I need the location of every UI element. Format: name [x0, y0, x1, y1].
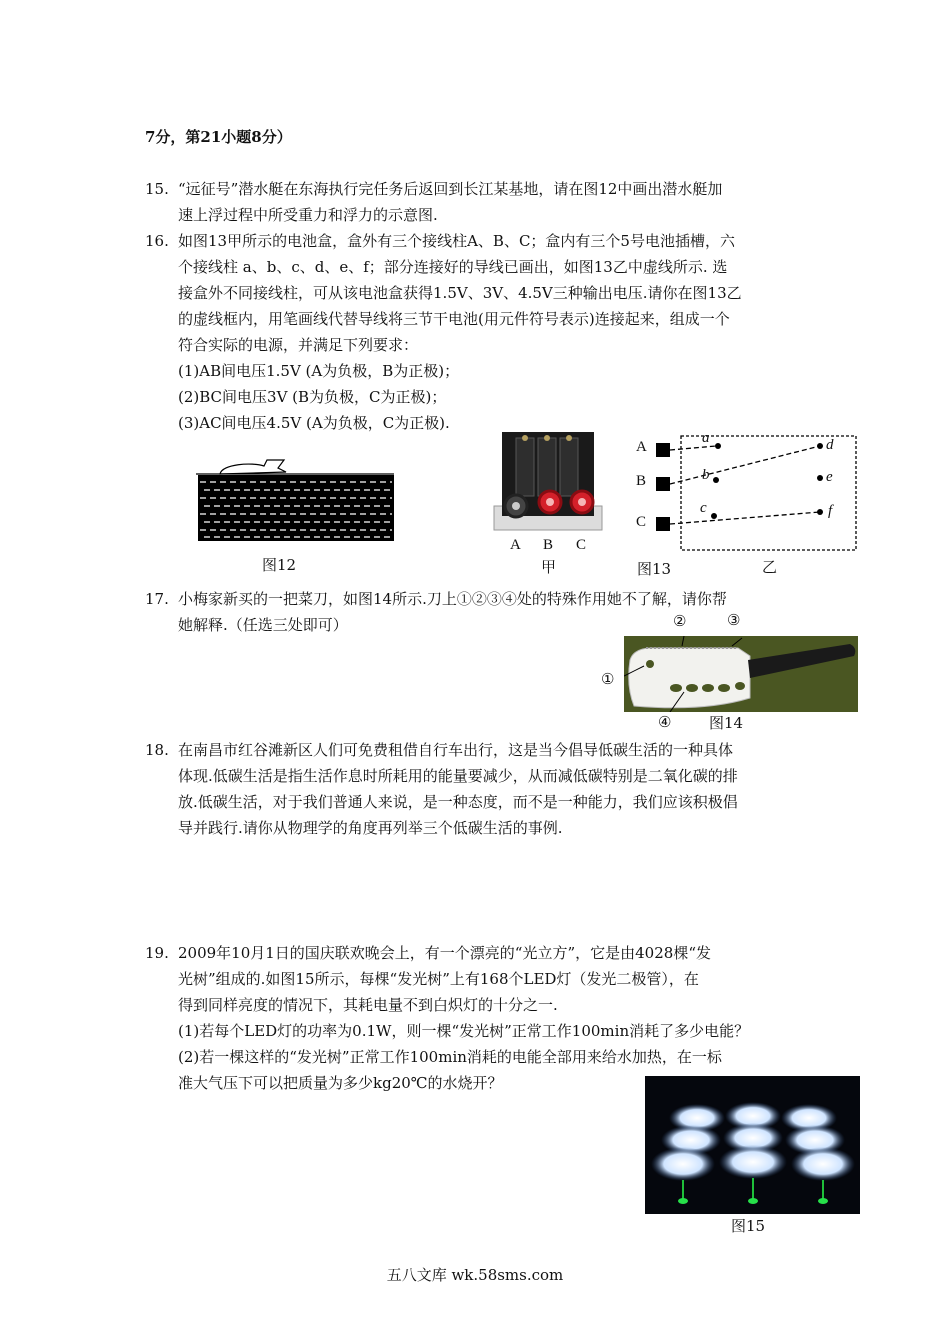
cleaver-mark-3: ③	[727, 611, 741, 629]
figure-14-caption: 图14	[709, 714, 744, 732]
pin-e-dot	[817, 475, 823, 481]
q15-line-1: “远征号”潜水艇在东海执行完任务后返回到长江某基地，请在图12中画出潜水艇加	[178, 180, 723, 198]
q17-line-2: 她解释.（任选三处即可）	[178, 616, 348, 634]
pin-label-d: d	[826, 437, 834, 453]
q19-line-2: 光树”组成的.如图15所示，每棵“发光树”上有168个LED灯（发光二极管），在	[178, 970, 699, 988]
figure-13a-sublabel: 甲	[541, 558, 557, 576]
q16-req-1: (1)AB间电压1.5V (A为负极，B为正极)；	[178, 362, 460, 380]
q19-line-5: (2)若一棵这样的“发光树”正常工作100min消耗的电能全部用来给水加热，在一标	[178, 1048, 722, 1066]
figure-12-water	[192, 452, 398, 544]
pin-label-a: a	[702, 430, 710, 446]
led-trees-illustration	[645, 1076, 860, 1214]
box-label-a: A	[510, 537, 521, 553]
figure-14-cleaver-photo	[624, 636, 858, 712]
q16-line-1: 如图13甲所示的电池盒，盒外有三个接线柱A、B、C；盒内有三个5号电池插槽，六	[178, 232, 735, 250]
pin-d-dot	[817, 443, 823, 449]
terminal-label-c: C	[636, 514, 647, 530]
pin-f-dot	[817, 509, 823, 515]
figure-13-caption: 图13	[637, 560, 672, 578]
q18-line-1: 在南昌市红谷滩新区人们可免费租借自行车出行，这是当今倡导低碳生活的一种具体	[178, 741, 734, 759]
figure-12-caption: 图12	[262, 556, 297, 574]
pin-b-dot	[713, 477, 719, 483]
q16-req-2: (2)BC间电压3V (B为负极，C为正极)；	[178, 388, 447, 406]
q16-line-4: 的虚线框内，用笔画线代替导线将三节干电池(用元件符号表示)连接起来，组成一个	[178, 310, 730, 328]
q19-number: 19.	[145, 944, 169, 962]
q17-number: 17.	[145, 590, 169, 608]
figure-15-led-trees	[645, 1076, 860, 1214]
box-label-c: C	[576, 537, 587, 553]
q16-number: 16.	[145, 232, 169, 250]
q19-line-4: (1)若每个LED灯的功率为0.1W，则一棵“发光树”正常工作100min消耗了多少电能？	[178, 1022, 750, 1040]
cleaver-mark-2: ②	[673, 612, 687, 630]
pin-label-b: b	[702, 467, 710, 483]
terminal-c-square	[656, 517, 670, 531]
terminal-a-square	[656, 443, 670, 457]
water-body	[198, 475, 394, 541]
q16-line-2: 个接线柱 a、b、c、d、e、f；部分连接好的导线已画出，如图13乙中虚线所示. 选	[178, 258, 728, 276]
pin-label-e: e	[826, 469, 833, 485]
terminal-label-b: B	[636, 473, 647, 489]
terminal-b-square	[656, 477, 670, 491]
cleaver-illustration	[624, 636, 858, 712]
submarine-outline	[220, 460, 286, 474]
pin-label-c: c	[700, 500, 707, 516]
cleaver-blade	[629, 648, 750, 708]
existing-wires	[670, 446, 820, 524]
figure-13a-battery-box	[492, 428, 604, 532]
page-footer: 五八文库 wk.58sms.com	[386, 1266, 564, 1284]
q19-line-6: 准大气压下可以把质量为多少kg20℃的水烧开？	[178, 1074, 503, 1092]
q15-number: 15.	[145, 180, 169, 198]
section-header: 7分，第21小题8分）	[145, 128, 292, 146]
water-diagram	[192, 452, 398, 544]
pin-a-dot	[715, 443, 721, 449]
q16-req-3: (3)AC间电压4.5V (A为负极，C为正极).	[178, 414, 450, 432]
pin-label-f: f	[828, 503, 833, 519]
q19-line-3: 得到同样亮度的情况下，其耗电量不到白炽灯的十分之一.	[178, 996, 558, 1014]
q16-line-3: 接盒外不同接线柱，可从该电池盒获得1.5V、3V、4.5V三种输出电压.请你在图13乙	[178, 284, 742, 302]
q15-line-2: 速上浮过程中所受重力和浮力的示意图.	[178, 206, 438, 224]
q18-line-4: 导并践行.请你从物理学的角度再列举三个低碳生活的事例.	[178, 819, 563, 837]
box-label-b: B	[543, 537, 554, 553]
battery-box-illustration	[492, 428, 604, 532]
terminal-label-a: A	[636, 439, 647, 455]
q18-line-3: 放.低碳生活，对于我们普通人来说，是一种态度，而不是一种能力，我们应该积极倡	[178, 793, 738, 811]
q19-line-1: 2009年10月1日的国庆联欢晚会上，有一个漂亮的“光立方”，它是由4028棵“发	[178, 944, 711, 962]
tree-crowns	[651, 1102, 855, 1181]
q18-line-2: 体现.低碳生活是指生活作息时所耗用的能量要减少，从而减低碳特别是二氧化碳的排	[178, 767, 738, 785]
q18-number: 18.	[145, 741, 169, 759]
q16-line-5: 符合实际的电源，并满足下列要求：	[178, 336, 419, 354]
figure-15-caption: 图15	[731, 1217, 766, 1235]
cleaver-mark-1: ①	[601, 670, 615, 688]
q17-line-1: 小梅家新买的一把菜刀，如图14所示.刀上①②③④处的特殊作用她不了解，请你帮	[178, 590, 727, 608]
pin-c-dot	[711, 513, 717, 519]
cleaver-mark-4: ④	[658, 713, 672, 731]
figure-13b-sublabel: 乙	[762, 558, 778, 576]
blade-hanging-hole	[646, 660, 654, 668]
